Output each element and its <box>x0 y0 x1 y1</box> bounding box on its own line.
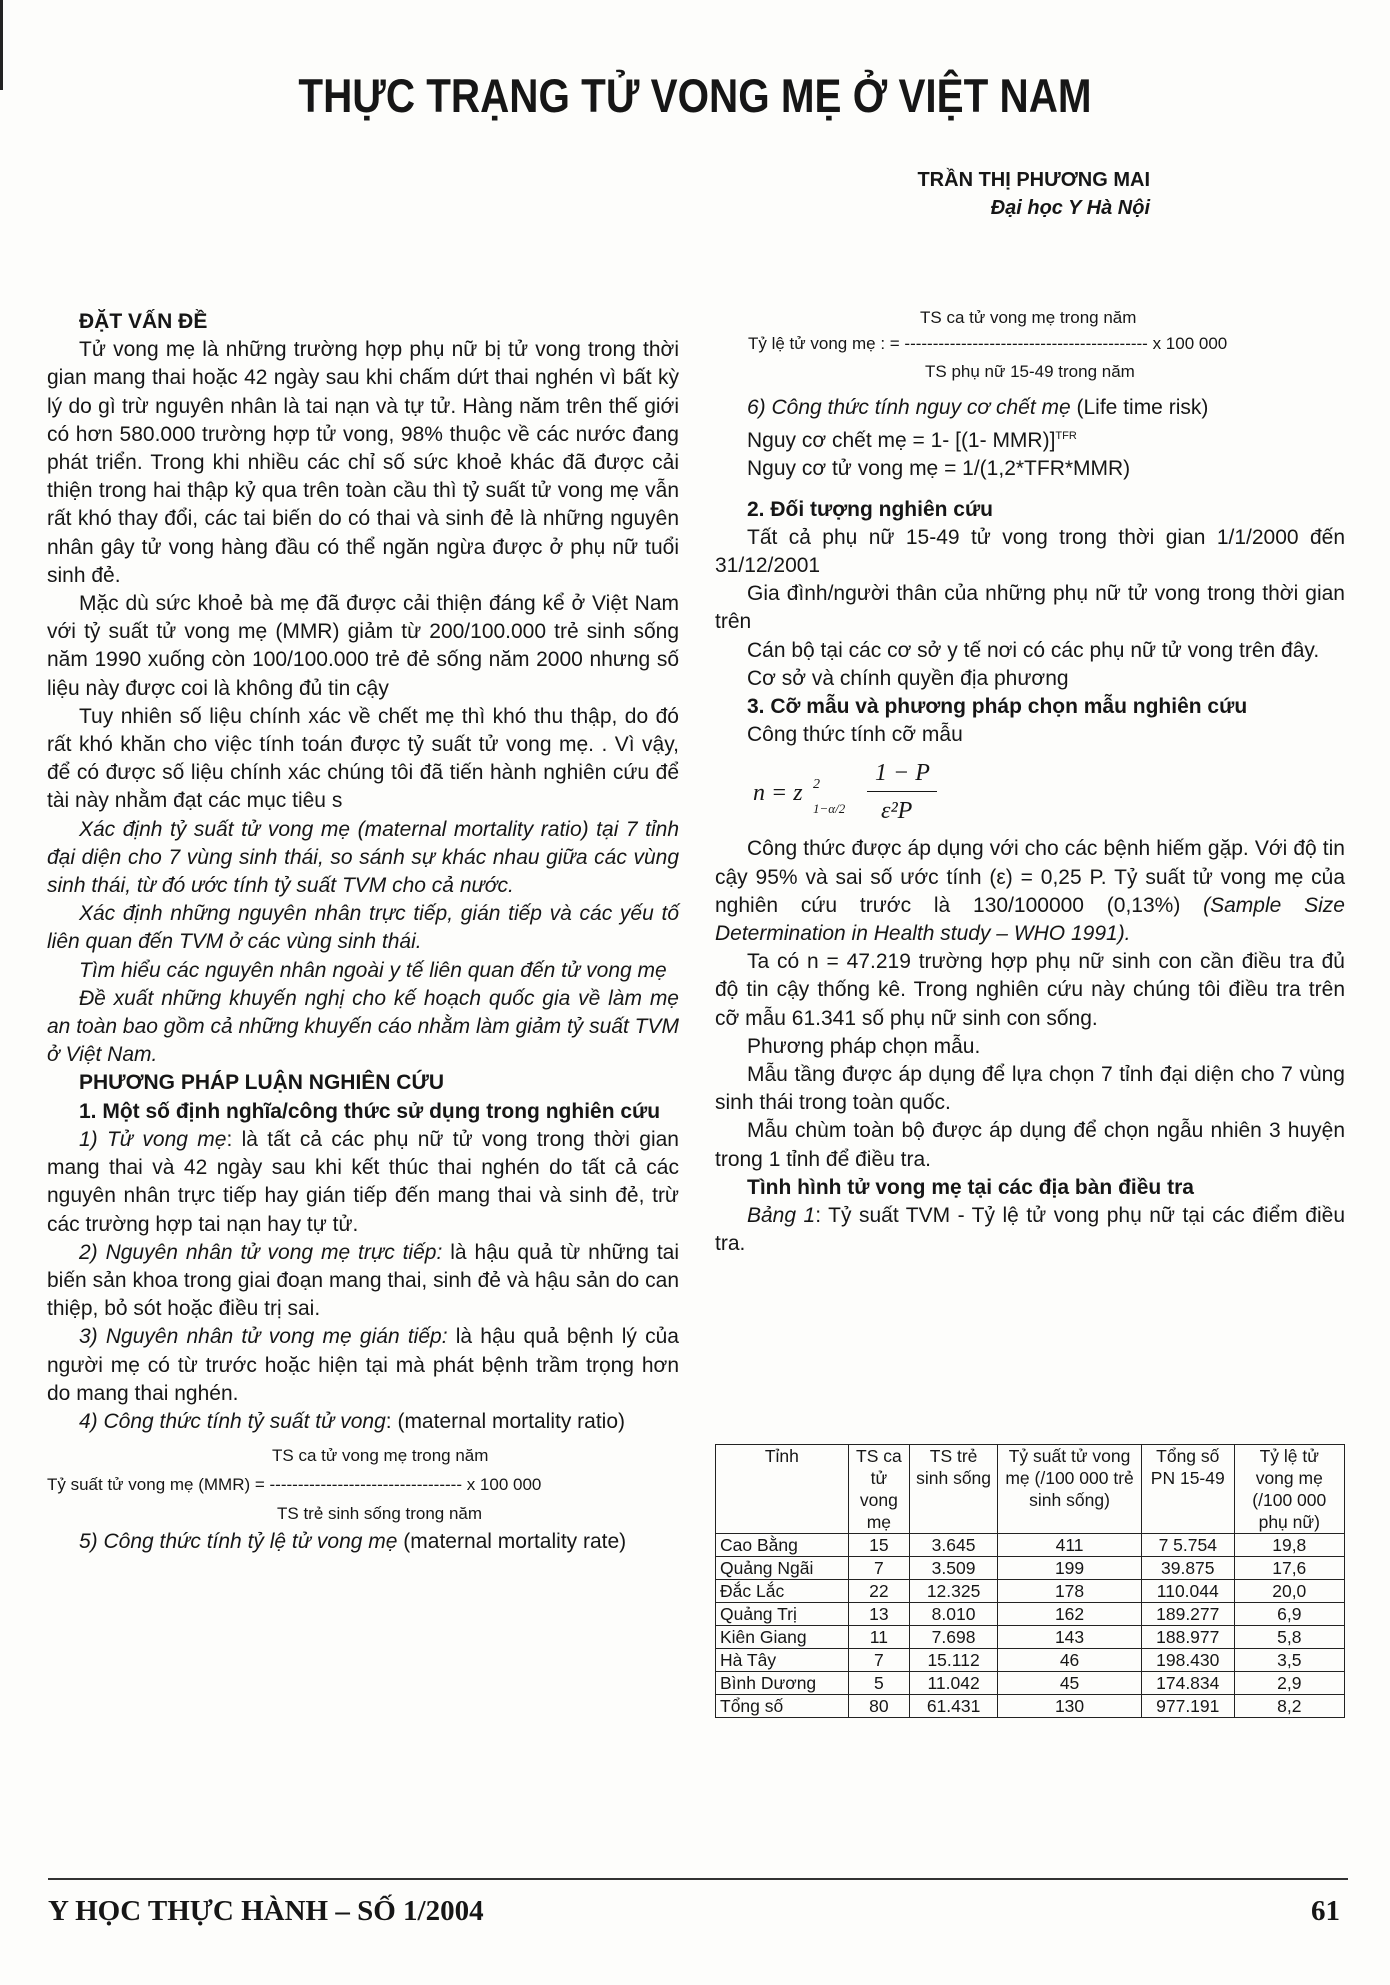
definition-4-text: : (maternal mortality ratio) <box>385 1409 626 1433</box>
table-cell: 199 <box>998 1557 1142 1580</box>
table-cell: Đắc Lắc <box>716 1580 849 1603</box>
section-heading-intro: ĐẶT VẤN ĐỀ <box>79 310 208 333</box>
table-caption-label: Bảng 1 <box>747 1204 816 1228</box>
table-cell: 198.430 <box>1141 1649 1234 1672</box>
page-edge-mark <box>0 0 3 90</box>
table-cell: 188.977 <box>1141 1626 1234 1649</box>
author-affiliation: Đại học Y Hà Nội <box>990 197 1150 219</box>
subsection-heading-sample: 3. Cỡ mẫu và phương pháp chọn mẫu nghiên cứu <box>747 695 1248 719</box>
objective-3: Tìm hiểu các nguyên nhân ngoài y tế liên quan đến tử vong mẹ <box>79 958 667 982</box>
table-cell: Hà Tây <box>716 1649 849 1672</box>
table-cell: 162 <box>998 1603 1142 1626</box>
definition-2-text: là hậu quả từ những tai biến sản khoa trong giai đoạn mang thai, sinh đẻ và hậu sản do can thiệp, bỏ sót hoặc điều trị sai. <box>47 1240 679 1321</box>
table-cell: Kiên Giang <box>716 1626 849 1649</box>
definition-2-term: 2) Nguyên nhân tử vong mẹ trực tiếp: <box>79 1240 443 1264</box>
rate-formula-denominator: TS phụ nữ 15-49 trong năm <box>925 362 1135 381</box>
table-cell: 46 <box>998 1649 1142 1672</box>
risk-formula-1-superscript: TFR <box>1055 430 1077 443</box>
table-cell: 5,8 <box>1234 1626 1344 1649</box>
rate-formula-numerator: TS ca tử vong mẹ trong năm <box>920 308 1137 327</box>
sample-size-formula <box>715 753 1345 835</box>
sample-formula-denominator: ε²P <box>881 798 913 825</box>
table-cell: 45 <box>998 1672 1142 1695</box>
table-cell: 12.325 <box>910 1580 998 1603</box>
sampling-method-label: Phương pháp chọn mẫu. <box>747 1034 981 1058</box>
subsection-heading-situation: Tình hình tử vong mẹ tại các địa bàn điều tra <box>747 1175 1194 1199</box>
table-row <box>716 1557 1345 1580</box>
rate-formula-equation: Tỷ lệ tử vong mẹ : = ------------------------------------------- x 100 000 <box>748 334 1228 353</box>
table-cell: 5 <box>848 1672 909 1695</box>
table-header-live-births: TS trẻ sinh sống <box>910 1445 998 1534</box>
definition-5-term: 5) Công thức tính tỷ lệ tử vong mẹ <box>79 1530 398 1554</box>
table-cell: 15.112 <box>910 1649 998 1672</box>
sample-paragraph-1-citation: (Sample Size Determination in Health study – WHO 1991). <box>715 893 1345 946</box>
sample-formula-lhs: n = z <box>753 780 803 807</box>
table-cell: 174.834 <box>1141 1672 1234 1695</box>
page-number: 61 <box>1311 1895 1340 1927</box>
table-cell: 977.191 <box>1141 1695 1234 1718</box>
sample-formula-label: Công thức tính cỡ mẫu <box>747 723 963 747</box>
table-cell: 7.698 <box>910 1626 998 1649</box>
table-cell: 20,0 <box>1234 1580 1344 1603</box>
table-cell: Quảng Ngãi <box>716 1557 849 1580</box>
table-cell: 3.645 <box>910 1534 998 1557</box>
table-row <box>716 1672 1345 1695</box>
subjects-2: Gia đình/người thân của những phụ nữ tử vong trong thời gian trên <box>715 582 1345 634</box>
table-cell: 189.277 <box>1141 1603 1234 1626</box>
mmr-formula <box>47 1442 679 1528</box>
table-body <box>716 1534 1345 1718</box>
definition-4 <box>47 1408 679 1436</box>
table-header-row <box>716 1445 1345 1534</box>
sample-formula-sup: 2 <box>813 777 820 793</box>
subjects-3: Cán bộ tại các cơ sở y tế nơi có các phụ nữ tử vong trên đây. <box>747 638 1320 662</box>
definition-6 <box>715 394 1345 422</box>
mortality-table <box>715 1444 1345 1718</box>
table-cell: 22 <box>848 1580 909 1603</box>
mmr-formula-equation: Tỷ suất tử vong mẹ (MMR) = ---------------------------------- x 100 000 <box>47 1475 542 1495</box>
table-cell: 15 <box>848 1534 909 1557</box>
definition-1-term: 1) Tử vong mẹ <box>79 1127 227 1151</box>
author-name: TRẦN THỊ PHƯƠNG MAI <box>917 169 1150 191</box>
objective-4: Đề xuất những khuyến nghị cho kế hoạch quốc gia về làm mẹ an toàn bao gồm cả những khuyến cáo nhằm làm giảm tỷ suất TVM ở Việt Nam. <box>47 986 679 1067</box>
left-column <box>47 308 679 1556</box>
right-column <box>715 308 1345 1258</box>
table-header-women: Tổng số PN 15-49 <box>1141 1445 1234 1534</box>
intro-paragraph-1: Tử vong mẹ là những trường hợp phụ nữ bị tử vong trong thời gian mang thai hoặc 42 ngày sau khi chấm dứt thai nghén vì bất kỳ lý do gì trừ nguyên nhân là tai nạn và tự tử. Hàng năm trên thế giới có hơn 580.000 trường hợp tử vong, 98% thuộc về các nước đang phát triển. Trong khi nhiều các chỉ số sức khoẻ khác đã được cải thiện trong hai thập kỷ qua trên toàn cầu thì tỷ suất tử vong mẹ vẫn rất khó thay đổi, các tai biến do có thai và sinh đẻ là những nguyên nhân gây tử vong hàng đầu có thể ngăn ngừa được ở phụ nữ tuổi sinh đẻ. <box>47 338 679 587</box>
risk-formula-2: Nguy cơ tử vong mẹ = 1/(1,2*TFR*MMR) <box>747 457 1131 481</box>
table-caption-text: : Tỷ suất TVM - Tỷ lệ tử vong phụ nữ tại các điểm điều tra. <box>715 1204 1345 1256</box>
table-cell: 80 <box>848 1695 909 1718</box>
footer-rule <box>48 1878 1348 1880</box>
risk-formula-1 <box>715 422 1345 455</box>
definition-2 <box>47 1239 679 1324</box>
table-cell: 411 <box>998 1534 1142 1557</box>
definition-6-text: (Life time risk) <box>1070 396 1209 419</box>
subjects-4: Cơ sở và chính quyền địa phương <box>747 666 1069 690</box>
intro-paragraph-2: Mặc dù sức khoẻ bà mẹ đã được cải thiện đáng kể ở Việt Nam với tỷ suất tử vong mẹ (MMR) giảm từ 200/100.000 trẻ sinh sống năm 1990 xuống còn 100/100.000 trẻ đẻ sống năm 2000 nhưng số liệu này được coi là không đủ tin cậy <box>47 592 679 700</box>
table-cell: 3,5 <box>1234 1649 1344 1672</box>
table-header-mmr: Tỷ suất tử vong mẹ (/100 000 trẻ sinh sống) <box>998 1445 1142 1534</box>
definition-3 <box>47 1323 679 1408</box>
table-caption <box>715 1202 1345 1258</box>
sample-formula-sub: 1−α/2 <box>813 801 846 817</box>
table-cell: 110.044 <box>1141 1580 1234 1603</box>
table-cell: 7 5.754 <box>1141 1534 1234 1557</box>
table-header-province: Tỉnh <box>716 1445 849 1534</box>
article-title: THỰC TRẠNG TỬ VONG MẸ Ở VIỆT NAM <box>298 69 1092 122</box>
table-cell: 143 <box>998 1626 1142 1649</box>
subjects-1: Tất cả phụ nữ 15-49 tử vong trong thời gian 1/1/2000 đến 31/12/2001 <box>715 525 1345 578</box>
table-cell: 8,2 <box>1234 1695 1344 1718</box>
definition-4-term: 4) Công thức tính tỷ suất tử vong <box>79 1409 386 1433</box>
table-header-rate: Tỷ lệ tử vong mẹ (/100 000 phụ nữ) <box>1234 1445 1344 1534</box>
table-cell: 61.431 <box>910 1695 998 1718</box>
table-cell: 7 <box>848 1649 909 1672</box>
table-cell: 7 <box>848 1557 909 1580</box>
mmr-formula-numerator: TS ca tử vong mẹ trong năm <box>272 1446 489 1466</box>
definition-1 <box>47 1126 679 1239</box>
sample-paragraph-1-text: Công thức được áp dụng với cho các bệnh hiếm gặp. Với độ tin cậy 95% và sai số ước tính (ε) = 0,25 P. Tỷ suất tử vong mẹ của nghiên cứu trước là 130/100000 (0,13%) <box>715 837 1345 917</box>
sampling-method-2: Mẫu chùm toàn bộ được áp dụng để chọn ngẫu nhiên 3 huyện trong 1 tỉnh để điều tra. <box>715 1119 1345 1171</box>
rate-formula <box>715 304 1345 390</box>
author-block <box>917 166 1150 222</box>
table-row <box>716 1534 1345 1557</box>
table-cell: 17,6 <box>1234 1557 1344 1580</box>
table-cell: 11 <box>848 1626 909 1649</box>
definition-5-text: (maternal mortality rate) <box>397 1530 627 1554</box>
definition-6-term: 6) Công thức tính nguy cơ chết mẹ <box>747 396 1071 419</box>
sample-paragraph-2: Ta có n = 47.219 trường hợp phụ nữ sinh con cần điều tra đủ độ tin cậy thống kê. Trong nghiên cứu này chúng tôi điều tra trên cỡ mẫu 61.341 số phụ nữ sinh con sống. <box>715 950 1345 1030</box>
sample-paragraph-1 <box>715 835 1345 948</box>
table-cell: 8.010 <box>910 1603 998 1626</box>
table-cell: 11.042 <box>910 1672 998 1695</box>
table-cell: Bình Dương <box>716 1672 849 1695</box>
sample-formula-fraction-bar <box>867 791 937 792</box>
subsection-heading-definitions: 1. Một số định nghĩa/công thức sử dụng trong nghiên cứu <box>79 1099 661 1123</box>
risk-formula-1-text: Nguy cơ chết mẹ = 1- [(1- MMR)] <box>747 429 1056 453</box>
sampling-method-1: Mẫu tầng được áp dụng để lựa chọn 7 tỉnh đại diện cho 7 vùng sinh thái trong toàn quốc. <box>715 1063 1345 1115</box>
table-row <box>716 1695 1345 1718</box>
table-row <box>716 1603 1345 1626</box>
table-header-deaths: TS ca tử vong mẹ <box>848 1445 909 1534</box>
definition-5 <box>47 1528 679 1556</box>
table-row <box>716 1626 1345 1649</box>
table-cell: Tổng số <box>716 1695 849 1718</box>
table-row <box>716 1649 1345 1672</box>
definition-1-text: : là tất cả các phụ nữ tử vong trong thời gian mang thai và 42 ngày sau khi kết thúc thai nghén do tất cả các nguyên nhân trực tiếp hay gián tiếp đến mang thai và sinh đẻ, trừ các trường hợp tai nạn hay tự tử. <box>47 1127 679 1236</box>
subsection-heading-subjects: 2. Đối tượng nghiên cứu <box>747 497 994 521</box>
table-cell: 2,9 <box>1234 1672 1344 1695</box>
table-cell: 19,8 <box>1234 1534 1344 1557</box>
definition-3-term: 3) Nguyên nhân tử vong mẹ gián tiếp: <box>79 1325 448 1349</box>
table-cell: Quảng Trị <box>716 1603 849 1626</box>
objective-1: Xác định tỷ suất tử vong mẹ (maternal mortality ratio) tại 7 tỉnh đại diện cho 7 vùng sinh thái, so sánh sự khác nhau giữa các vùng sinh thái, từ đó ước tính tỷ suất TVM cho cả nước. <box>47 817 679 898</box>
mmr-formula-denominator: TS trẻ sinh sống trong năm <box>277 1504 483 1524</box>
table-cell: 39.875 <box>1141 1557 1234 1580</box>
sample-formula-numerator: 1 − P <box>875 760 930 787</box>
table-cell: 3.509 <box>910 1557 998 1580</box>
table-cell: 6,9 <box>1234 1603 1344 1626</box>
table-cell: 13 <box>848 1603 909 1626</box>
table-cell: Cao Bằng <box>716 1534 849 1557</box>
table-cell: 130 <box>998 1695 1142 1718</box>
intro-paragraph-3: Tuy nhiên số liệu chính xác về chết mẹ thì khó thu thập, do đó rất khó khăn cho việc tính toán được tỷ suất tử vong mẹ. . Vì vậy, để có được số liệu chính xác chúng tôi đã tiến hành nghiên cứu để tài này nhằm đạt các mục tiêu s <box>47 704 679 813</box>
objective-2: Xác định những nguyên nhân trực tiếp, gián tiếp và các yếu tố liên quan đến TVM ở các vùng sinh thái. <box>47 902 679 954</box>
journal-footer: Y HỌC THỰC HÀNH – SỐ 1/2004 <box>48 1895 484 1927</box>
table-row <box>716 1580 1345 1603</box>
table-cell: 178 <box>998 1580 1142 1603</box>
section-heading-methods: PHƯƠNG PHÁP LUẬN NGHIÊN CỨU <box>79 1071 445 1095</box>
definition-3-text: là hậu quả bệnh lý của người mẹ có từ trước hoặc hiện tại mà phát bệnh trầm trọng hơn do mang thai nghén. <box>47 1325 679 1405</box>
